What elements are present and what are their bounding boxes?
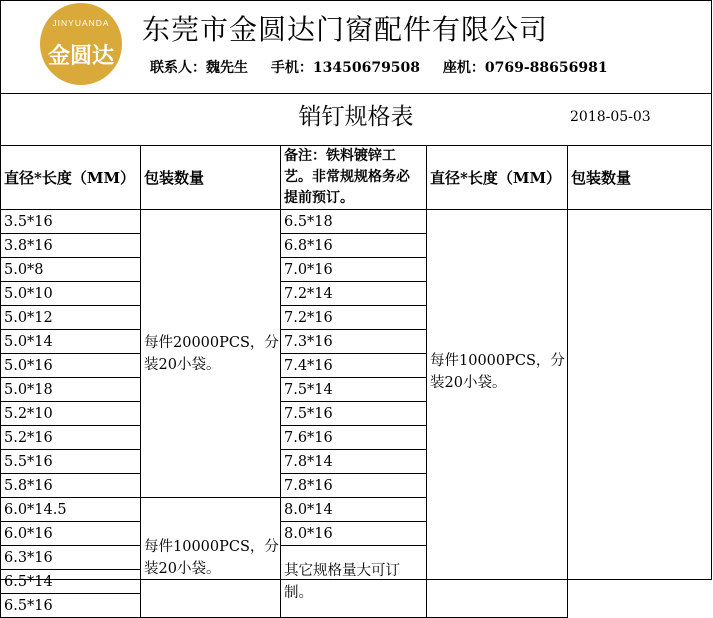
table-row bbox=[1, 450, 712, 474]
contact-line bbox=[150, 57, 626, 77]
company-name: 东莞市金圆达门窗配件有限公司 bbox=[142, 13, 549, 46]
table-row bbox=[1, 282, 712, 306]
pack-cell-right: 每件10000PCS，分装20小袋。 bbox=[427, 210, 568, 618]
spec-cell: 5.0*12 bbox=[1, 306, 141, 330]
spec-cell: 5.0*16 bbox=[1, 354, 141, 378]
spec-cell: 7.6*16 bbox=[281, 426, 427, 450]
spec-cell: 6.5*14 bbox=[1, 570, 141, 594]
spec-table bbox=[0, 145, 712, 618]
spec-cell: 7.3*16 bbox=[281, 330, 427, 354]
header-pack-left: 包装数量 bbox=[141, 146, 281, 210]
spec-cell: 6.3*16 bbox=[1, 546, 141, 570]
table-row bbox=[1, 498, 712, 522]
spec-cell: 6.0*14.5 bbox=[1, 498, 141, 522]
company-logo bbox=[40, 3, 122, 85]
spec-cell: 5.0*14 bbox=[1, 330, 141, 354]
table-row bbox=[1, 330, 712, 354]
spec-cell: 7.8*14 bbox=[281, 450, 427, 474]
spec-cell: 7.0*16 bbox=[281, 258, 427, 282]
table-row bbox=[1, 234, 712, 258]
table-row bbox=[1, 258, 712, 282]
spec-cell: 7.5*14 bbox=[281, 378, 427, 402]
table-row bbox=[1, 474, 712, 498]
spec-cell: 5.0*10 bbox=[1, 282, 141, 306]
table-row bbox=[1, 522, 712, 546]
logo-chinese-text: 金圆达 bbox=[47, 43, 114, 69]
spec-cell: 6.5*18 bbox=[281, 210, 427, 234]
pack-cell-left-1: 每件20000PCS，分装20小袋。 bbox=[141, 210, 281, 498]
contact-phone: 座机：0769-88656981 bbox=[442, 60, 608, 76]
header-divider bbox=[0, 93, 712, 94]
spec-cell: 7.8*16 bbox=[281, 474, 427, 498]
spec-cell: 7.4*16 bbox=[281, 354, 427, 378]
spec-cell: 3.8*16 bbox=[1, 234, 141, 258]
table-row bbox=[1, 306, 712, 330]
other-specs-cell: 其它规格量大可订制。 bbox=[281, 546, 427, 618]
table-row bbox=[1, 402, 712, 426]
table-row bbox=[1, 426, 712, 450]
contact-person: 联系人：魏先生 bbox=[150, 60, 248, 76]
spec-cell: 5.2*10 bbox=[1, 402, 141, 426]
table-row bbox=[1, 354, 712, 378]
spec-cell: 3.5*16 bbox=[1, 210, 141, 234]
spec-cell: 7.2*16 bbox=[281, 306, 427, 330]
spec-cell: 7.2*14 bbox=[281, 282, 427, 306]
spec-cell: 5.5*16 bbox=[1, 450, 141, 474]
document-title: 销钉规格表 bbox=[298, 104, 414, 130]
spec-cell: 5.2*16 bbox=[1, 426, 141, 450]
spec-cell: 5.0*8 bbox=[1, 258, 141, 282]
document-date: 2018-05-03 bbox=[570, 109, 651, 125]
header-spec-right: 直径*长度（MM） bbox=[427, 146, 568, 210]
spec-cell: 6.5*16 bbox=[1, 594, 141, 618]
note-cell: 备注：铁料镀锌工艺。非常规规格务必提前预订。 bbox=[281, 146, 427, 210]
table-header-row bbox=[1, 146, 712, 210]
spec-cell: 7.5*16 bbox=[281, 402, 427, 426]
table-row bbox=[1, 210, 712, 234]
spec-cell: 5.8*16 bbox=[1, 474, 141, 498]
table-row bbox=[1, 378, 712, 402]
contact-mobile: 手机：13450679508 bbox=[270, 60, 421, 76]
logo-latin-text: JINYUANDA bbox=[52, 18, 110, 28]
header-spec-left: 直径*长度（MM） bbox=[1, 146, 141, 210]
spec-cell: 8.0*14 bbox=[281, 498, 427, 522]
spec-cell: 6.0*16 bbox=[1, 522, 141, 546]
spec-cell: 8.0*16 bbox=[281, 522, 427, 546]
table-row bbox=[1, 546, 712, 570]
spec-cell: 6.8*16 bbox=[281, 234, 427, 258]
spec-cell: 5.0*18 bbox=[1, 378, 141, 402]
header-pack-right: 包装数量 bbox=[568, 146, 712, 210]
pack-cell-left-2: 每件10000PCS，分装20小袋。 bbox=[141, 498, 281, 618]
